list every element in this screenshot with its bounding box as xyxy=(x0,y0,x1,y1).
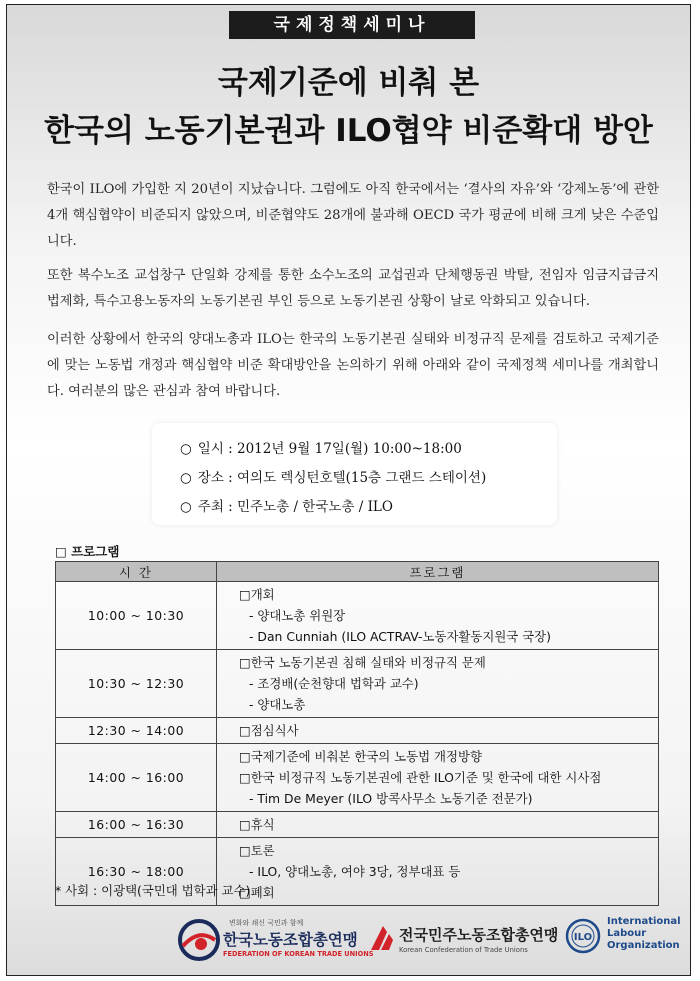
fktu-logo xyxy=(177,910,374,966)
program-heading: □ 프로그램 xyxy=(55,544,120,559)
page-title-line1: 국제기준에 비춰 본 xyxy=(217,65,480,101)
program-item: - 양대노총 위원장 xyxy=(249,608,346,623)
flyer-page xyxy=(6,4,691,976)
program-time-cell: 12:30 ~ 14:00 xyxy=(56,718,217,744)
program-item: - Dan Cunniah (ILO ACTRAV-노동자활동지원국 국장) xyxy=(249,629,551,644)
table-row xyxy=(56,744,659,812)
program-item: - ILO, 양대노총, 여야 3당, 정부대표 등 xyxy=(249,864,461,879)
program-item: □한국 비정규직 노동기본권에 관한 ILO기준 및 한국에 대한 시사점 xyxy=(239,770,602,785)
program-item: □점심식사 xyxy=(239,723,299,738)
kctu-emblem-icon xyxy=(369,922,395,954)
event-host-row xyxy=(180,495,393,515)
program-table-body xyxy=(56,582,659,906)
table-row xyxy=(56,718,659,744)
ilo-logo xyxy=(565,910,681,966)
kctu-name: 전국민주노동조합총연맹 xyxy=(399,926,559,944)
intro-paragraph-3: 이러한 상황에서 한국의 양대노총과 ILO는 한국의 노동기본권 실태와 비정규직 문제를 검토하고 국제기준에 맞는 노동법 개정과 핵심협약 비준 확대방안을 논의하기 위해 아래와 같이 국제정책 세미나를 개최합니다. 여러분의 많은 관심과 참여 바랍니다. xyxy=(47,332,659,399)
fktu-english: FEDERATION OF KOREAN TRADE UNIONS xyxy=(223,950,374,958)
ilo-text-line2: Labour xyxy=(607,928,647,939)
event-host: 주최 : 민주노총 / 한국노총 / ILO xyxy=(197,499,393,515)
ilo-text-line1: International xyxy=(607,916,681,927)
program-content-cell xyxy=(217,582,659,650)
program-content-cell xyxy=(217,744,659,812)
program-item: □토론 xyxy=(239,843,275,858)
program-content-cell xyxy=(217,650,659,718)
ilo-emblem-icon xyxy=(565,918,601,954)
bullet-circle-icon: ○ xyxy=(180,499,192,515)
event-venue: 장소 : 여의도 렉싱턴호텔(15층 그랜드 스테이션) xyxy=(197,470,487,486)
event-date-row xyxy=(180,437,462,457)
page-title-line2: 한국의 노동기본권과 ILO협약 비준확대 방안 xyxy=(44,113,653,149)
fktu-name: 한국노동조합총연맹 xyxy=(223,931,358,949)
fktu-emblem-icon xyxy=(177,918,221,962)
program-item: - 조경배(순천향대 법학과 교수) xyxy=(249,676,419,691)
intro-paragraph-1: 한국이 ILO에 가입한 지 20년이 지났습니다. 그럼에도 아직 한국에서는 ‘결사의 자유’와 ‘강제노동’에 관한 4개 핵심협약이 비준되지 않았으며, 비준협약도 28개에 불과해 OECD 국가 평균에 비해 크게 낮은 수준입니다. xyxy=(47,182,659,249)
program-content-cell xyxy=(217,838,659,906)
program-table xyxy=(55,561,659,906)
program-content-cell xyxy=(217,812,659,838)
ilo-emblem-mark: ILO xyxy=(573,932,593,943)
table-header-row xyxy=(56,562,659,582)
program-item: - Tim De Meyer (ILO 방콕사무소 노동기준 전문가) xyxy=(249,791,533,806)
fktu-slogan: 변화와 쇄신 국민과 함께 xyxy=(229,919,304,927)
program-time-cell: 10:30 ~ 12:30 xyxy=(56,650,217,718)
col-header-program: 프로그램 xyxy=(217,562,659,582)
seminar-tag: 국제정책세미나 xyxy=(229,11,475,39)
event-venue-row xyxy=(180,466,486,486)
col-header-time: 시 간 xyxy=(56,562,217,582)
table-row xyxy=(56,812,659,838)
table-row xyxy=(56,582,659,650)
bullet-circle-icon: ○ xyxy=(180,470,192,486)
kctu-logo xyxy=(369,910,559,966)
program-content-cell xyxy=(217,718,659,744)
moderator-note: * 사회 : 이광택(국민대 법학과 교수) xyxy=(55,883,251,898)
table-row xyxy=(56,650,659,718)
logo-bar xyxy=(7,910,690,970)
program-time-cell: 16:00 ~ 16:30 xyxy=(56,812,217,838)
program-time-cell: 16:30 ~ 18:00 xyxy=(56,838,217,906)
ilo-text-line3: Organization xyxy=(607,940,680,951)
event-date: 일시 : 2012년 9월 17일(월) 10:00~18:00 xyxy=(197,441,462,457)
program-item: - 양대노총 xyxy=(249,697,306,712)
program-item: □한국 노동기본권 침해 실태와 비정규직 문제 xyxy=(239,655,486,670)
bullet-circle-icon: ○ xyxy=(180,441,192,457)
program-time-cell: 14:00 ~ 16:00 xyxy=(56,744,217,812)
event-info-box xyxy=(152,423,557,525)
program-item: □폐회 xyxy=(239,885,275,900)
kctu-english: Korean Confederation of Trade Unions xyxy=(399,946,528,954)
program-item: □개회 xyxy=(239,587,275,602)
program-time-cell: 10:00 ~ 10:30 xyxy=(56,582,217,650)
intro-paragraph-2: 또한 복수노조 교섭창구 단일화 강제를 통한 소수노조의 교섭권과 단체행동권 박탈, 전임자 임금지급금지 법제화, 특수고용노동자의 노동기본권 부인 등으로 노동기본권 상황이 날로 악화되고 있습니다. xyxy=(47,268,659,309)
program-item: □휴식 xyxy=(239,817,275,832)
program-item: □국제기준에 비춰본 한국의 노동법 개정방향 xyxy=(239,749,482,764)
